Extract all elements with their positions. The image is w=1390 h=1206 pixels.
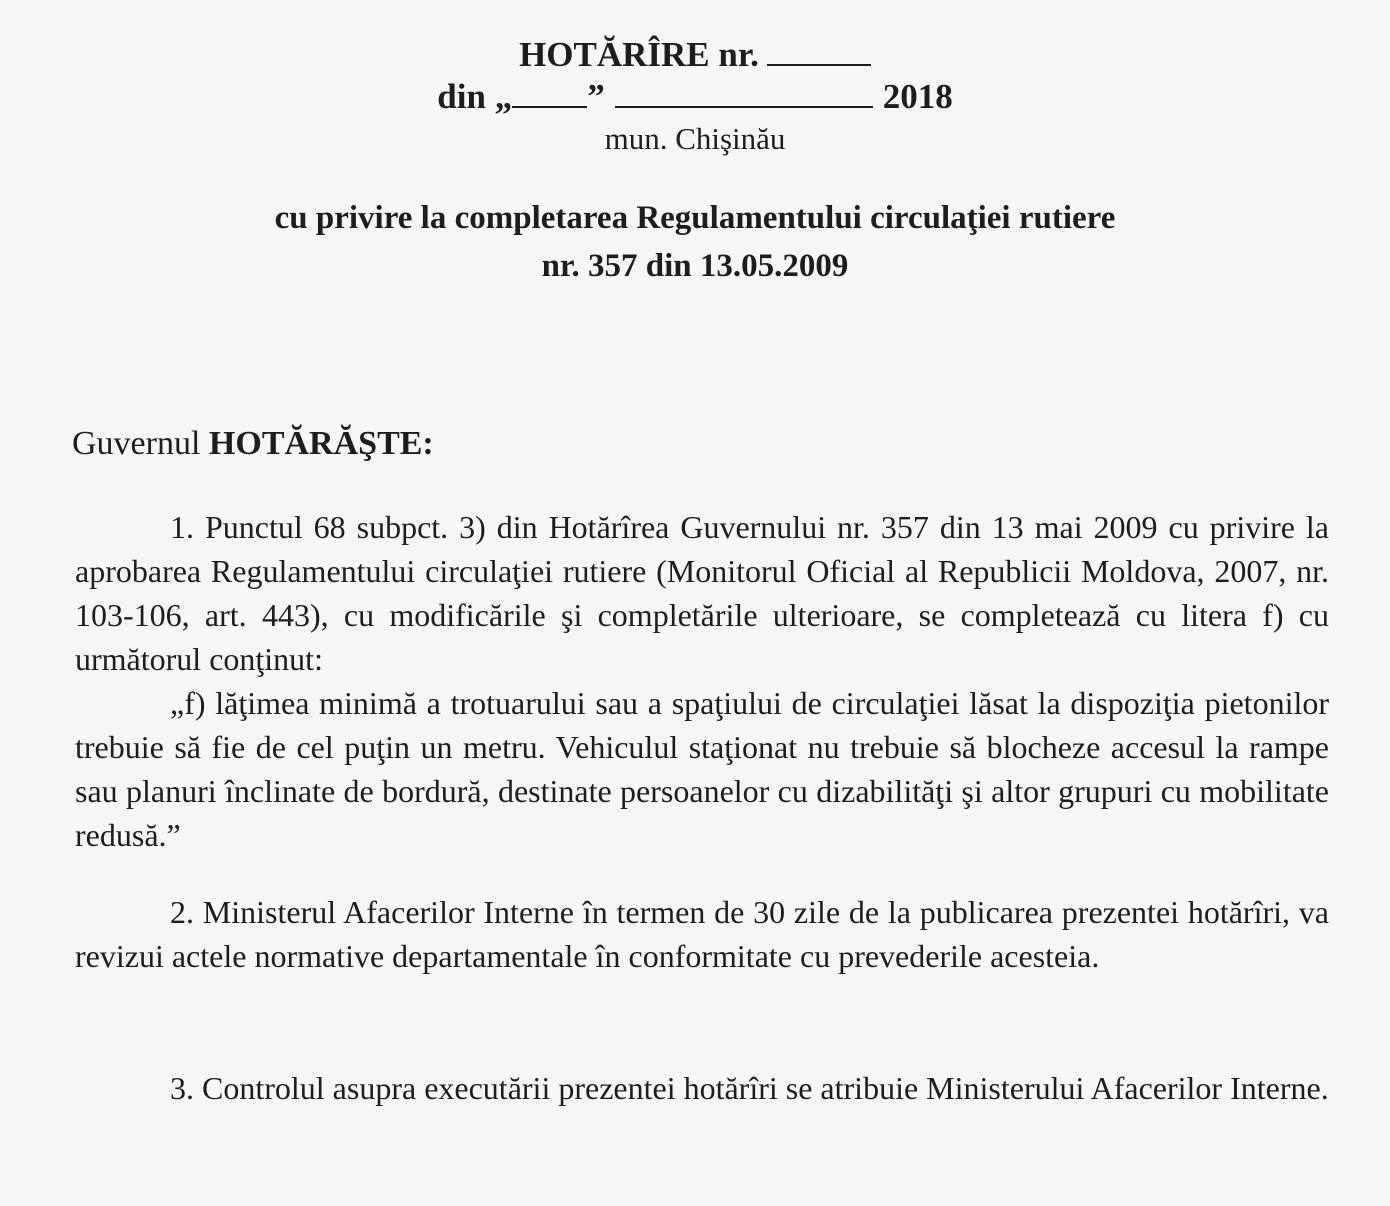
paragraph-3: 3. Controlul asupra executării prezentei hotărîri se atribuie Ministerului Afacerilor Interne. (170, 1070, 1329, 1106)
document-date (0, 76, 1390, 117)
decision-intro (72, 425, 434, 463)
day-blank (512, 76, 587, 108)
title-text: HOTĂRÎRE nr. (519, 35, 759, 74)
paragraph-1: 1. Punctul 68 subpct. 3) din Hotărîrea Guvernului nr. 357 din 13 mai 2009 cu privire la aprobarea Regulamentului circulaţiei rutiere (Monitorul Oficial al Republicii Moldova, 2007, nr. 103-106, art. 443), cu modificările şi completările ulterioare, se completează cu litera f) cu următorul conţinut: (75, 509, 1329, 677)
document-title (0, 34, 1390, 75)
date-prefix: din „ (437, 77, 513, 116)
intro-prefix: Guvernul (72, 425, 201, 462)
number-blank (767, 34, 871, 66)
intro-decision: HOTĂRĂŞTE: (208, 425, 434, 462)
paragraph-1-quote: „f) lăţimea minimă a trotuarului sau a spaţiului de circulaţiei lăsat la dispoziţia pietonilor trebuie să fie de cel puţin un metru. Vehiculul staţionat nu trebuie să blocheze accesul la rampe sau planuri înclinate de bordură, destinate persoanelor cu dizabilităţi şi altor grupuri cu mobilitate redusă.” (75, 685, 1329, 853)
document-location: mun. Chişinău (604, 121, 786, 156)
subject-line-2: nr. 357 din 13.05.2009 (541, 248, 849, 284)
subject-line-1: cu privire la completarea Regulamentului circulaţiei rutiere (274, 200, 1116, 236)
paragraph-2: 2. Ministerul Afacerilor Interne în termen de 30 zile de la publicarea prezentei hotărîri, va revizui actele normative departamentale în conformitate cu prevederile acesteia. (75, 894, 1329, 974)
date-quote: ” (587, 77, 605, 116)
month-blank (615, 76, 873, 108)
date-year: 2018 (882, 77, 953, 116)
